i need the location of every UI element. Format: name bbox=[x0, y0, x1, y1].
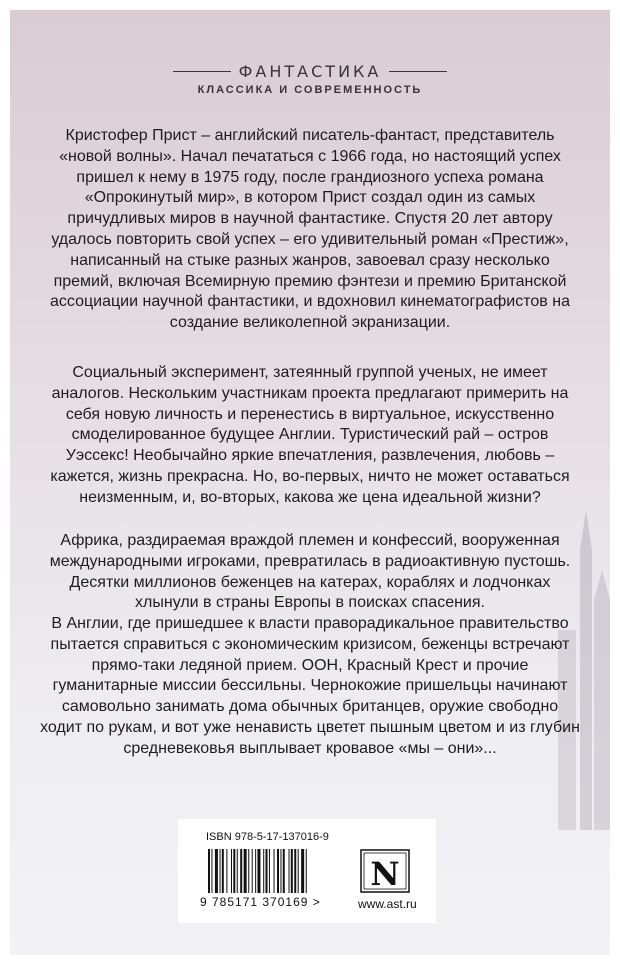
barcode-number: 9 785171 370169 > bbox=[200, 895, 321, 909]
barcode-panel bbox=[178, 819, 436, 923]
synopsis-paragraph-1: Социальный эксперимент, затеянный группой ученых, не имеет аналогов. Нескольким участникам проекта предлагают примерить на себя новую личность и перенестись в виртуальное, искусственно смоделированное будущее Англии. Туристический рай – остров Уэссекс! Необычайно яркие впечатления, развлечения, любовь – кажется, жизнь прекрасна. Но, во-первых, ничто не может оставаться неизменным, и, во-вторых, какова же цена идеальной жизни? bbox=[50, 364, 570, 506]
series-title: ФАНТАСТИКА bbox=[238, 62, 382, 81]
divider-right bbox=[389, 71, 447, 72]
synopsis-paragraph-3: В Англии, где пришедшее к власти праворадикальное правительство пытается справиться с экономическим кризисом, беженцы встречают прямо-таки ледяной прием. ООН, Красный Крест и прочие гуманитарные миссии бессильны. Чернокожие пришельцы начинают самовольно занимать дома обычных британцев, оружие свободно ходит по рукам, и вот уже ненависть цветет пышным цветом и из глубин средневековья выплывает кровавое «мы – они»... bbox=[40, 615, 580, 757]
book-back-cover bbox=[10, 10, 610, 955]
publisher-website: www.ast.ru bbox=[358, 897, 417, 911]
author-paragraph: Кристофер Прист – английский писатель-фантаст, представитель «новой волны». Начал печататься с 1966 года, но настоящий успех пришел к нему в 1975 году, после грандиозного успеха романа «Опрокинутый мир», в котором Прист создал один из самых причудливых миров в научной фантастике. Спустя 20 лет автору удалось повторить свой успех – его удивительный роман «Престиж», написанный на стыке разных жанров, завоевал сразу несколько премий, включая Всемирную премию фэнтези и премию Британской ассоциации научной фантастики, и вдохновил кинематографистов на создание великолепной экранизации. bbox=[50, 127, 570, 332]
series-header bbox=[10, 62, 610, 96]
isbn-label: ISBN 978-5-17-137016-9 bbox=[206, 831, 329, 843]
synopsis-paragraph-2: Африка, раздираемая враждой племен и конфессий, вооруженная международными игроками, превратилась в радиоактивную пустошь. Десятки миллионов беженцев на катерах, кораблях и лодчонках хлынули в страны Европы в поисках спасения. bbox=[49, 532, 571, 612]
ast-n-logo-icon bbox=[360, 849, 410, 893]
svg-text:N: N bbox=[370, 855, 400, 893]
series-subtitle: КЛАССИКА И СОВРЕМЕННОСТЬ bbox=[197, 84, 423, 96]
divider-left bbox=[173, 71, 231, 72]
